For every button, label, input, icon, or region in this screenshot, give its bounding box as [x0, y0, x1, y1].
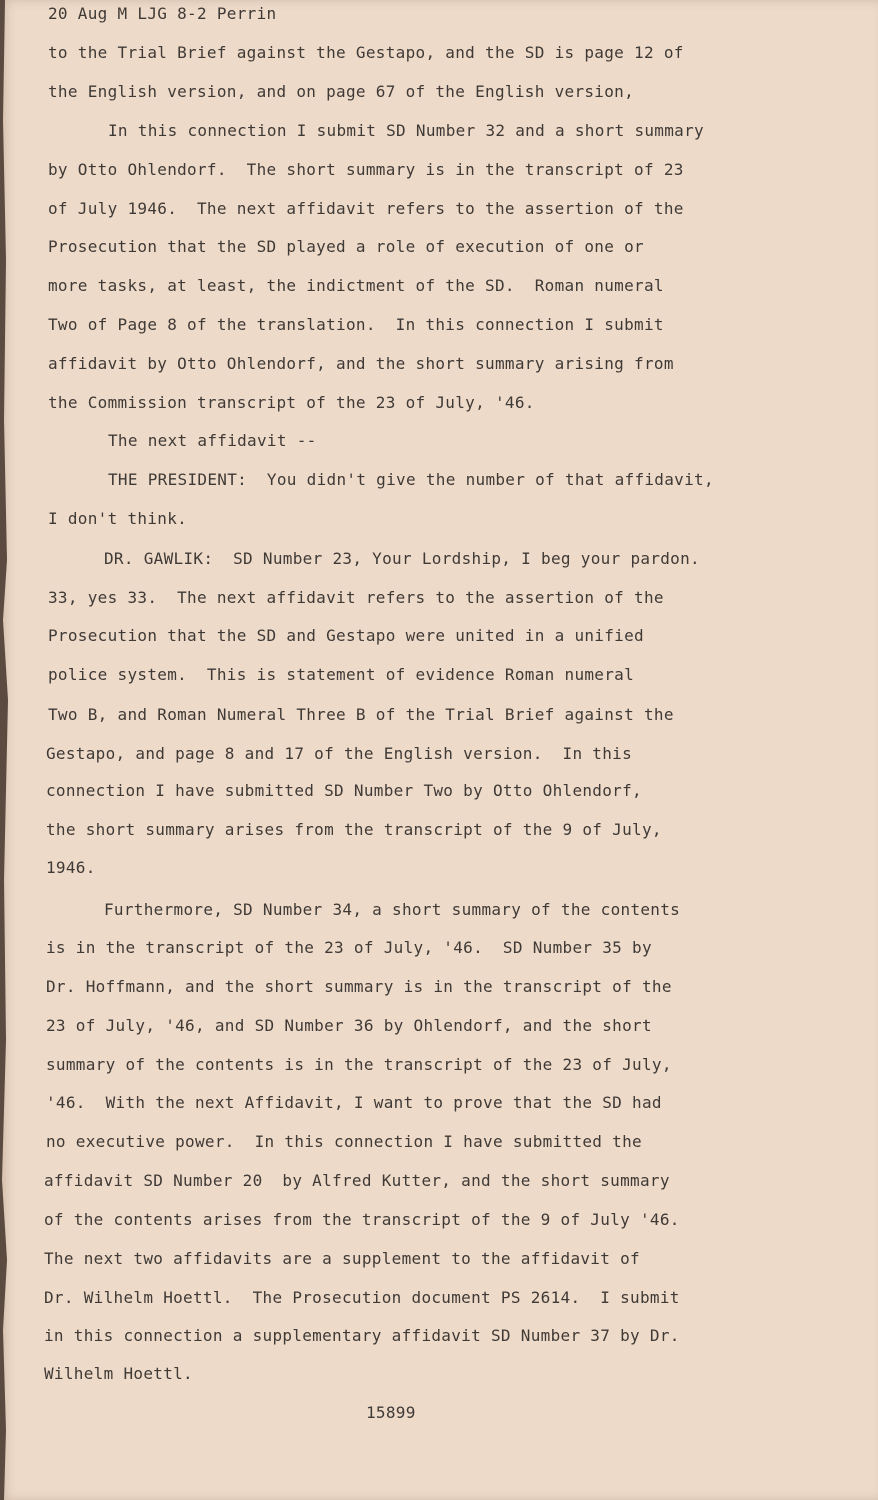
text-line: the English version, and on page 67 of the English version, [48, 82, 635, 101]
text-line: Prosecution that the SD played a role of execution of one or [48, 237, 644, 256]
text-line: I don't think. [48, 509, 188, 528]
text-line: Gestapo, and page 8 and 17 of the English version. In this [46, 744, 633, 763]
text-line: Dr. Hoffmann, and the short summary is in the transcript of the [46, 977, 672, 996]
text-line: of July 1946. The next affidavit refers to the assertion of the [48, 199, 684, 218]
text-line: the Commission transcript of the 23 of July, '46. [48, 393, 535, 412]
text-line: In this connection I submit SD Number 32 and a short summary [108, 121, 704, 140]
text-line: Dr. Wilhelm Hoettl. The Prosecution document PS 2614. I submit [44, 1288, 680, 1307]
text-line: Two of Page 8 of the translation. In this connection I submit [48, 315, 664, 334]
text-line: affidavit SD Number 20 by Alfred Kutter, and the short summary [44, 1171, 670, 1190]
text-line: affidavit by Otto Ohlendorf, and the short summary arising from [48, 354, 674, 373]
text-line: Two B, and Roman Numeral Three B of the Trial Brief against the [48, 705, 674, 724]
page-number: 15899 [366, 1403, 416, 1422]
text-line: more tasks, at least, the indictment of the SD. Roman numeral [48, 276, 664, 295]
text-line: no executive power. In this connection I have submitted the [46, 1132, 642, 1151]
text-line: DR. GAWLIK: SD Number 23, Your Lordship, I beg your pardon. [104, 549, 700, 568]
text-line: to the Trial Brief against the Gestapo, and the SD is page 12 of [48, 43, 684, 62]
text-line: is in the transcript of the 23 of July, '46. SD Number 35 by [46, 938, 652, 957]
text-line: THE PRESIDENT: You didn't give the number of that affidavit, [108, 470, 714, 489]
text-line: Prosecution that the SD and Gestapo were united in a unified [48, 626, 644, 645]
text-line: 1946. [46, 858, 96, 877]
text-line: '46. With the next Affidavit, I want to prove that the SD had [46, 1093, 662, 1112]
text-line: by Otto Ohlendorf. The short summary is in the transcript of 23 [48, 160, 684, 179]
text-line: in this connection a supplementary affidavit SD Number 37 by Dr. [44, 1326, 680, 1345]
page-header: 20 Aug M LJG 8-2 Perrin [48, 4, 277, 23]
text-line: The next affidavit -- [108, 431, 317, 450]
text-line: The next two affidavits are a supplement to the affidavit of [44, 1249, 640, 1268]
text-line: Furthermore, SD Number 34, a short summary of the contents [104, 900, 681, 919]
text-line: the short summary arises from the transcript of the 9 of July, [46, 820, 662, 839]
text-line: 33, yes 33. The next affidavit refers to the assertion of the [48, 588, 664, 607]
text-line: police system. This is statement of evidence Roman numeral [48, 665, 635, 684]
text-line: of the contents arises from the transcript of the 9 of July '46. [44, 1210, 680, 1229]
text-line: 23 of July, '46, and SD Number 36 by Ohlendorf, and the short [46, 1016, 652, 1035]
text-line: Wilhelm Hoettl. [44, 1364, 193, 1383]
text-line: summary of the contents is in the transcript of the 23 of July, [46, 1055, 672, 1074]
text-line: connection I have submitted SD Number Two by Otto Ohlendorf, [46, 781, 642, 800]
